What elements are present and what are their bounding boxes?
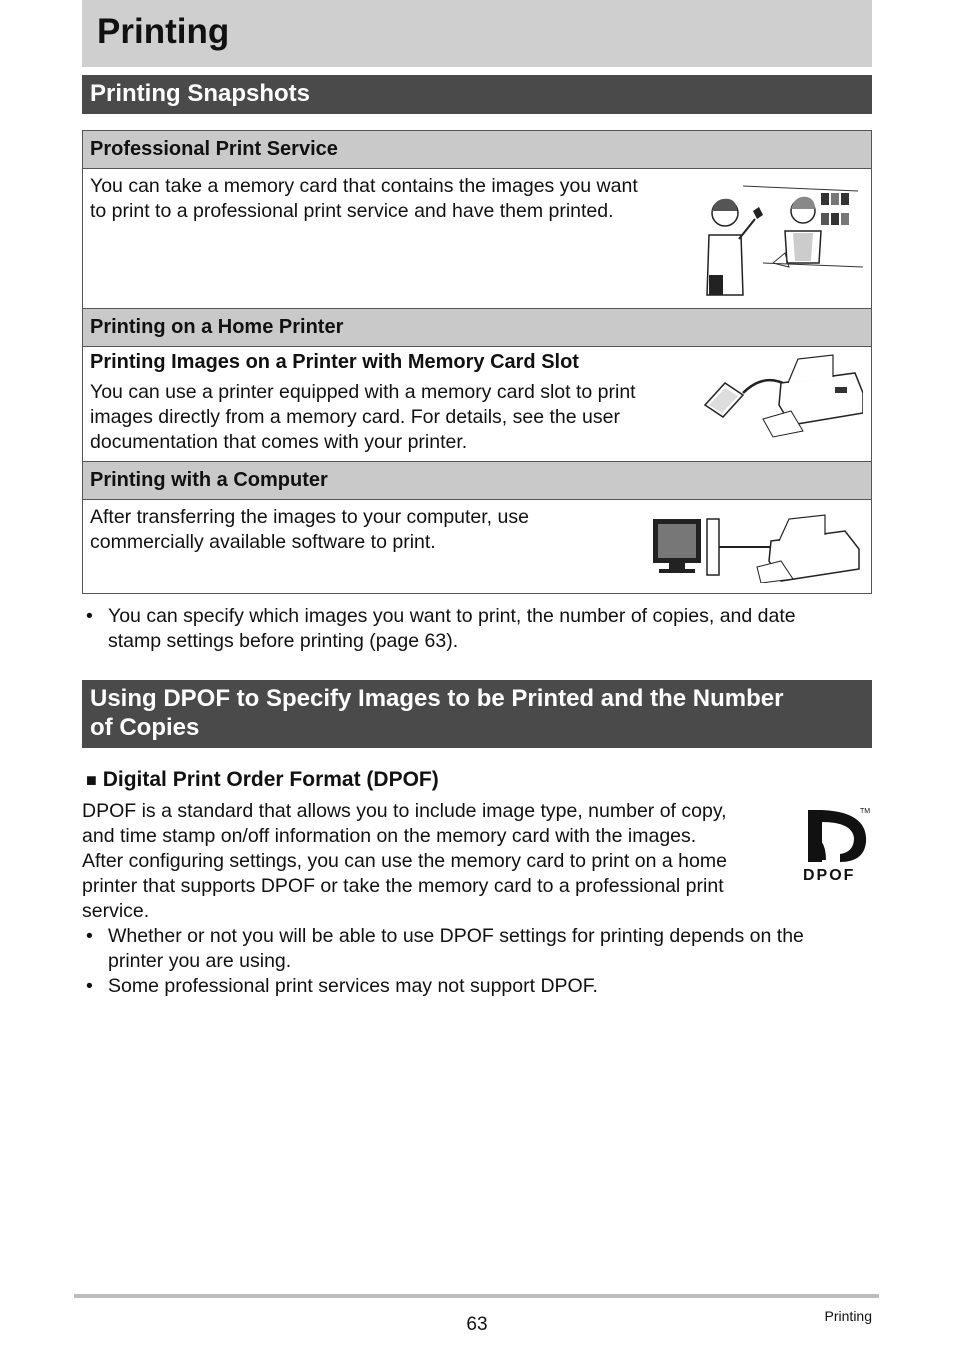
print-settings-note [86,604,866,654]
dpof-subheading-text: Digital Print Order Format (DPOF) [102,768,439,791]
home-printer-header-text: Printing on a Home Printer [90,316,344,338]
text-line: commercially available software to print. [90,531,436,553]
people-at-counter-illustration [703,183,863,298]
computer-printing-text [90,505,529,555]
text-line: DPOF is a standard that allows you to include image type, number of copy, [82,800,727,822]
text-line: printer you are using. [108,950,292,972]
text-line: and time stamp on/off information on the memory card with the images. [82,825,697,847]
professional-print-header-text: Professional Print Service [90,138,338,160]
home-printer-text [90,380,636,455]
text-line: After transferring the images to your computer, use [90,506,529,528]
card-to-printer-illustration [703,353,863,438]
professional-print-text [90,174,638,224]
text-line: You can specify which images you want to print, the number of copies, and date [108,605,796,627]
computer-printing-header-text: Printing with a Computer [90,469,328,491]
text-line: After configuring settings, you can use the memory card to print on a home [82,850,727,872]
dpof-logo [800,804,872,884]
text-line: service. [82,900,150,922]
page-title-bar [82,0,872,67]
text-line: Whether or not you will be able to use DPOF settings for printing depends on the [108,925,804,947]
dpof-bullet-services [86,974,866,999]
text-line: to print to a professional print service and have them printed. [90,200,614,222]
page-title: Printing [97,12,230,51]
text-line: stamp settings before printing (page 63). [108,630,459,652]
text-line: You can take a memory card that contains the images you want [90,175,638,197]
section-title-line: of Copies [90,714,200,741]
page-number: 63 [466,1314,488,1335]
bullet-icon: • [86,975,93,997]
section-title-line: Using DPOF to Specify Images to be Printed and the Number [90,685,784,712]
memory-card-slot-subheader: Printing Images on a Printer with Memory Card Slot [90,351,579,373]
trademark-label: TM [860,808,871,815]
text-line: You can use a printer equipped with a memory card slot to print [90,381,636,403]
footer-divider [74,1294,879,1298]
dpof-bullet-printer [86,924,866,974]
text-line: printer that supports DPOF or take the memory card to a professional print [82,875,724,897]
section-heading-dpof [82,680,872,748]
professional-print-header [83,131,871,169]
dpof-logo-text: DPOF [803,867,856,884]
square-bullet-icon: ■ [86,770,97,790]
bullet-icon: • [86,925,93,947]
dpof-subheading [86,768,439,792]
text-line: images directly from a memory card. For details, see the user [90,406,620,428]
text-line: Some professional print services may not support DPOF. [108,975,598,997]
bullet-icon: • [86,605,93,627]
dpof-description [82,799,727,924]
computer-printing-header [83,461,871,500]
section-heading-printing-snapshots [82,75,872,114]
computer-to-printer-illustration [649,511,864,583]
home-printer-header [83,308,871,347]
text-line: documentation that comes with your printer. [90,431,468,453]
printing-options-table [82,130,872,594]
footer-section-label: Printing [824,1308,872,1324]
section-title: Printing Snapshots [90,80,311,107]
